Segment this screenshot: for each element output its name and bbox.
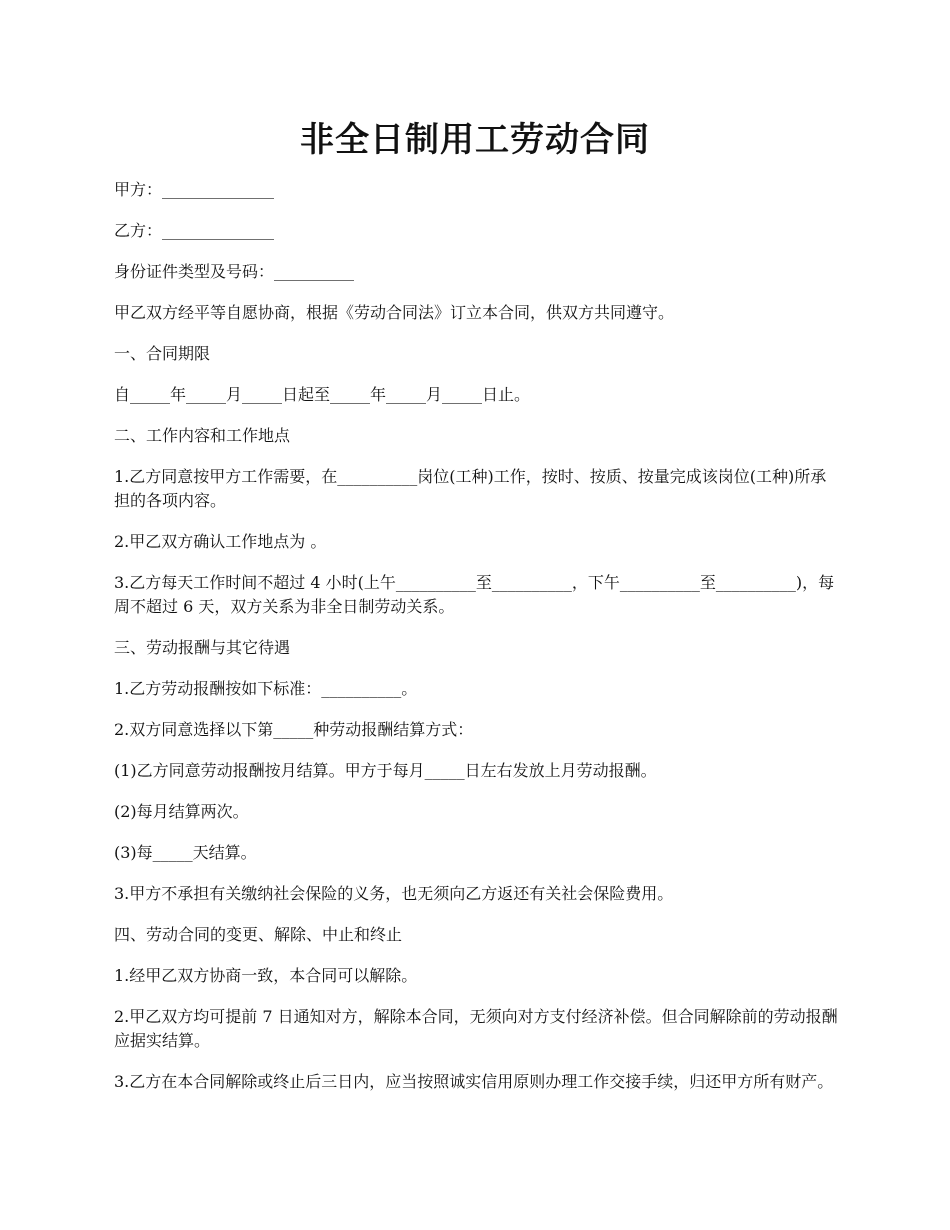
pay-option-1: (1)乙方同意劳动报酬按月结算。甲方于每月_____日左右发放上月劳动报酬。: [114, 761, 657, 780]
pay-clause-3: 3.甲方不承担有关缴纳社会保险的义务，也无须向乙方返还有关社会保险费用。: [114, 884, 674, 903]
work-clause-1: 1.乙方同意按甲方工作需要，在__________岗位(工种)工作，按时、按质、按量完成该岗位(工种)所承担的各项内容。: [114, 467, 827, 510]
pay-clause-1: 1.乙方劳动报酬按如下标准：__________。: [114, 679, 418, 698]
party-b-line: 乙方：______________: [114, 221, 275, 240]
section-heading-termination: 四、劳动合同的变更、解除、中止和终止: [114, 925, 403, 944]
section-heading-pay: 三、劳动报酬与其它待遇: [114, 638, 291, 657]
id-document-line: 身份证件类型及号码：__________: [114, 262, 355, 281]
work-clause-3: 3.乙方每天工作时间不超过 4 小时(上午__________至__________，下午__________至__________)，每周不超过 6 天，双方关系为非全日制劳动关系。: [114, 573, 835, 616]
pay-option-2: (2)每月结算两次。: [114, 802, 249, 821]
work-clause-2: 2.甲乙双方确认工作地点为 。: [114, 532, 327, 551]
section-heading-work: 二、工作内容和工作地点: [114, 426, 291, 445]
pay-clause-2: 2.双方同意选择以下第_____种劳动报酬结算方式：: [114, 720, 474, 739]
document-body: [114, 178, 838, 1111]
document-title: 非全日制用工劳动合同: [300, 120, 650, 160]
termination-clause-1: 1.经甲乙双方协商一致，本合同可以解除。: [114, 966, 418, 985]
preamble-paragraph: 甲乙双方经平等自愿协商，根据《劳动合同法》订立本合同，供双方共同遵守。: [114, 303, 675, 322]
termination-clause-2: 2.甲乙双方均可提前 7 日通知对方，解除本合同，无须向对方支付经济补偿。但合同解除前的劳动报酬应据实结算。: [114, 1007, 838, 1050]
party-a-line: 甲方：______________: [114, 180, 275, 199]
term-dates-paragraph: 自_____年_____月_____日起至_____年_____月_____日止。: [114, 385, 531, 404]
pay-option-3: (3)每_____天结算。: [114, 843, 257, 862]
section-heading-term: 一、合同期限: [114, 344, 211, 363]
termination-clause-3: 3.乙方在本合同解除或终止后三日内，应当按照诚实信用原则办理工作交接手续，归还甲方所有财产。: [114, 1072, 834, 1091]
